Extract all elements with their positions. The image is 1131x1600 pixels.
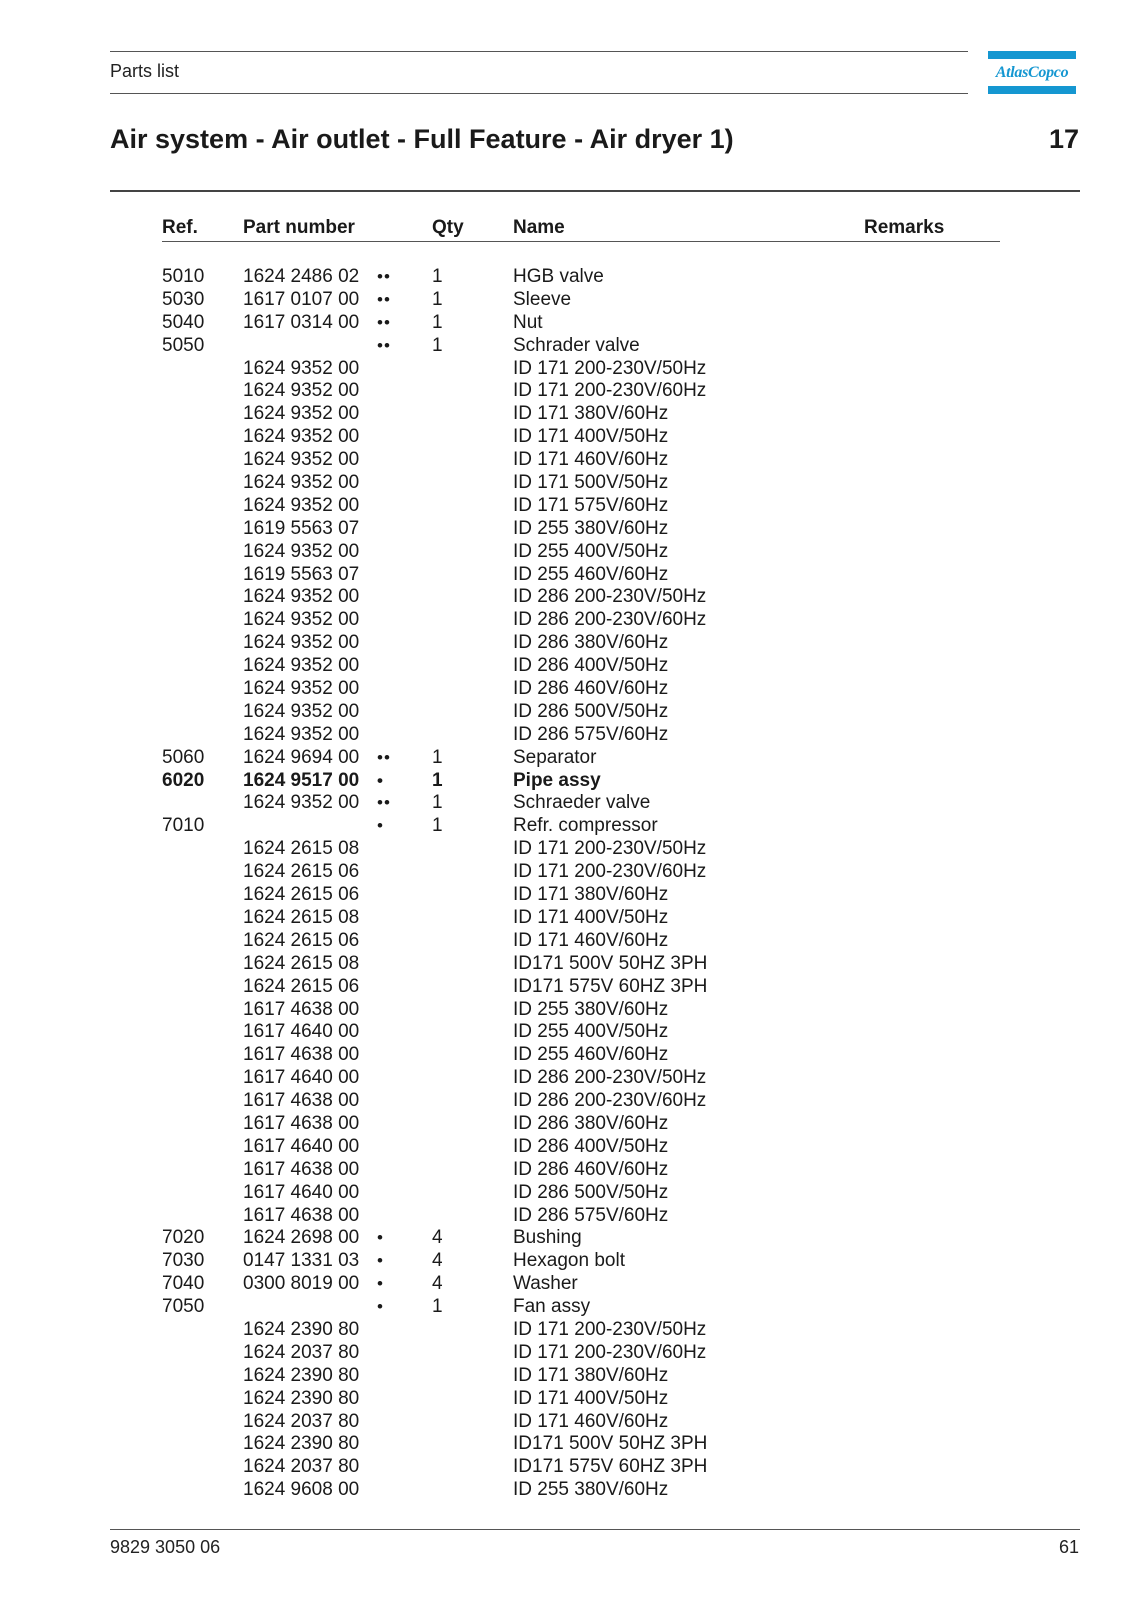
name-cell: ID 286 575V/60Hz bbox=[513, 723, 669, 745]
name-cell: Bushing bbox=[513, 1227, 582, 1249]
table-row bbox=[0, 1365, 1131, 1388]
table-row bbox=[0, 1205, 1131, 1228]
part-number-cell: 1624 9352 00 bbox=[243, 632, 360, 654]
table-row bbox=[0, 678, 1131, 701]
part-number-cell: 1624 2390 80 bbox=[243, 1318, 360, 1340]
table-row bbox=[0, 541, 1131, 564]
header-top-rule bbox=[110, 51, 968, 52]
ref-cell: 7040 bbox=[162, 1273, 205, 1295]
logo-bar-bottom bbox=[988, 86, 1076, 94]
name-cell: ID 255 380V/60Hz bbox=[513, 998, 669, 1020]
table-row bbox=[0, 1411, 1131, 1434]
name-cell: ID 171 400V/50Hz bbox=[513, 1387, 669, 1409]
part-number-cell: 1617 4638 00 bbox=[243, 998, 360, 1020]
table-row bbox=[0, 403, 1131, 426]
name-cell: ID 286 575V/60Hz bbox=[513, 1204, 669, 1226]
page-title: Air system - Air outlet - Full Feature - Air dryer 1) bbox=[110, 124, 734, 154]
table-row bbox=[0, 609, 1131, 632]
name-cell: Schrader valve bbox=[513, 334, 640, 356]
table-row bbox=[0, 472, 1131, 495]
footer-doc-number: 9829 3050 06 bbox=[110, 1537, 221, 1557]
part-number-cell: 1617 0107 00 bbox=[243, 288, 360, 310]
table-row bbox=[0, 358, 1131, 381]
part-number-cell: 1624 9352 00 bbox=[243, 678, 360, 700]
name-cell: ID 171 500V/50Hz bbox=[513, 472, 669, 494]
table-row bbox=[0, 1227, 1131, 1250]
part-number-cell: 1624 9352 00 bbox=[243, 357, 360, 379]
name-cell: ID 255 400V/50Hz bbox=[513, 1021, 669, 1043]
ref-cell: 6020 bbox=[162, 769, 205, 791]
name-cell: ID 286 200-230V/60Hz bbox=[513, 609, 707, 631]
name-cell: ID 171 400V/50Hz bbox=[513, 426, 669, 448]
name-cell: ID 171 200-230V/50Hz bbox=[513, 838, 707, 860]
part-number-cell: 1617 4640 00 bbox=[243, 1181, 360, 1203]
table-row bbox=[0, 1296, 1131, 1319]
table-row bbox=[0, 1388, 1131, 1411]
name-cell: Sleeve bbox=[513, 288, 572, 310]
table-row bbox=[0, 289, 1131, 312]
table-row bbox=[0, 655, 1131, 678]
qty-cell: 1 bbox=[432, 311, 443, 333]
level-dots-cell: •• bbox=[377, 289, 391, 309]
part-number-cell: 1624 9352 00 bbox=[243, 426, 360, 448]
name-cell: ID171 500V 50HZ 3PH bbox=[513, 1433, 708, 1455]
table-row bbox=[0, 907, 1131, 930]
part-number-cell: 1617 4640 00 bbox=[243, 1021, 360, 1043]
name-cell: ID 255 400V/50Hz bbox=[513, 540, 669, 562]
section-number: 17 bbox=[1048, 124, 1079, 154]
qty-cell: 4 bbox=[432, 1227, 443, 1249]
name-cell: ID 286 460V/60Hz bbox=[513, 678, 669, 700]
name-cell: ID 171 460V/60Hz bbox=[513, 449, 669, 471]
table-row bbox=[0, 884, 1131, 907]
name-cell: ID171 575V 60HZ 3PH bbox=[513, 1456, 708, 1478]
table-row bbox=[0, 1273, 1131, 1296]
ref-cell: 5050 bbox=[162, 334, 205, 356]
part-number-cell: 1624 2037 80 bbox=[243, 1341, 360, 1363]
part-number-cell: 1624 9352 00 bbox=[243, 792, 360, 814]
table-row bbox=[0, 792, 1131, 815]
name-cell: ID171 575V 60HZ 3PH bbox=[513, 975, 708, 997]
name-cell: ID 171 400V/50Hz bbox=[513, 906, 669, 928]
table-row bbox=[0, 999, 1131, 1022]
table-row bbox=[0, 747, 1131, 770]
qty-cell: 1 bbox=[432, 815, 443, 837]
name-cell: ID 286 380V/60Hz bbox=[513, 1112, 669, 1134]
part-number-cell: 1617 4638 00 bbox=[243, 1158, 360, 1180]
part-number-cell: 1624 9352 00 bbox=[243, 655, 360, 677]
table-row bbox=[0, 426, 1131, 449]
part-number-cell: 1617 4640 00 bbox=[243, 1135, 360, 1157]
atlas-copco-logo bbox=[988, 51, 1076, 94]
part-number-cell: 1624 2615 06 bbox=[243, 929, 360, 951]
part-number-cell: 1624 2390 80 bbox=[243, 1387, 360, 1409]
part-number-cell: 1624 2615 08 bbox=[243, 952, 360, 974]
level-dots-cell: • bbox=[377, 1228, 384, 1248]
name-cell: ID 255 380V/60Hz bbox=[513, 517, 669, 539]
table-row bbox=[0, 564, 1131, 587]
footer-rule bbox=[110, 1529, 1080, 1530]
name-cell: Fan assy bbox=[513, 1296, 591, 1318]
part-number-cell: 1624 2037 80 bbox=[243, 1456, 360, 1478]
table-row bbox=[0, 495, 1131, 518]
part-number-cell: 1624 2486 02 bbox=[243, 266, 360, 287]
level-dots-cell: • bbox=[377, 1297, 384, 1317]
name-cell: ID 255 460V/60Hz bbox=[513, 563, 669, 585]
name-cell: ID 171 460V/60Hz bbox=[513, 1410, 669, 1432]
table-row bbox=[0, 953, 1131, 976]
name-cell: ID 286 200-230V/60Hz bbox=[513, 1090, 707, 1112]
table-row bbox=[0, 449, 1131, 472]
title-rule bbox=[110, 190, 1080, 192]
name-cell: ID 171 575V/60Hz bbox=[513, 494, 669, 516]
table-row bbox=[0, 1067, 1131, 1090]
table-row bbox=[0, 632, 1131, 655]
name-cell: ID 286 200-230V/50Hz bbox=[513, 586, 707, 608]
qty-cell: 1 bbox=[432, 769, 443, 791]
part-number-cell: 1617 4638 00 bbox=[243, 1090, 360, 1112]
table-row bbox=[0, 701, 1131, 724]
qty-cell: 1 bbox=[432, 266, 443, 287]
table-row bbox=[0, 838, 1131, 861]
part-number-cell: 1617 4640 00 bbox=[243, 1067, 360, 1089]
level-dots-cell: • bbox=[377, 816, 384, 836]
footer-page-number: 61 bbox=[1058, 1537, 1079, 1557]
logo-bar-top bbox=[988, 51, 1076, 59]
name-cell: ID 255 460V/60Hz bbox=[513, 1044, 669, 1066]
table-row bbox=[0, 724, 1131, 747]
part-number-cell: 1617 0314 00 bbox=[243, 311, 360, 333]
part-number-cell: 1624 9352 00 bbox=[243, 723, 360, 745]
part-number-cell: 1619 5563 07 bbox=[243, 517, 360, 539]
level-dots-cell: •• bbox=[377, 793, 391, 813]
part-number-cell: 1624 2615 08 bbox=[243, 906, 360, 928]
qty-cell: 4 bbox=[432, 1250, 443, 1272]
part-number-cell: 1624 2615 06 bbox=[243, 975, 360, 997]
part-number-cell: 1624 9694 00 bbox=[243, 746, 360, 768]
table-row bbox=[0, 335, 1131, 358]
table-row bbox=[0, 1136, 1131, 1159]
column-header-name: Name bbox=[513, 217, 565, 238]
name-cell: ID 286 400V/50Hz bbox=[513, 655, 669, 677]
header-bottom-rule bbox=[110, 93, 968, 94]
name-cell: ID 171 200-230V/60Hz bbox=[513, 861, 707, 883]
qty-cell: 1 bbox=[432, 288, 443, 310]
table-row bbox=[0, 380, 1131, 403]
level-dots-cell: •• bbox=[377, 267, 391, 286]
header-label: Parts list bbox=[110, 61, 180, 81]
column-header-ref: Ref. bbox=[162, 217, 198, 238]
column-header-rule bbox=[162, 241, 1000, 242]
table-row bbox=[0, 266, 1131, 289]
table-row bbox=[0, 815, 1131, 838]
ref-cell: 7010 bbox=[162, 815, 205, 837]
name-cell: Separator bbox=[513, 746, 597, 768]
name-cell: ID 171 200-230V/50Hz bbox=[513, 357, 707, 379]
table-row bbox=[0, 586, 1131, 609]
part-number-cell: 1624 2037 80 bbox=[243, 1410, 360, 1432]
column-header-qty: Qty bbox=[432, 217, 464, 238]
part-number-cell: 1624 9352 00 bbox=[243, 472, 360, 494]
ref-cell: 5040 bbox=[162, 311, 205, 333]
name-cell: ID 171 380V/60Hz bbox=[513, 884, 669, 906]
level-dots-cell: •• bbox=[377, 335, 391, 355]
table-row bbox=[0, 518, 1131, 541]
qty-cell: 1 bbox=[432, 746, 443, 768]
table-row bbox=[0, 861, 1131, 884]
ref-cell: 5060 bbox=[162, 746, 205, 768]
ref-cell: 7050 bbox=[162, 1296, 205, 1318]
table-row bbox=[0, 1319, 1131, 1342]
table-row bbox=[0, 1159, 1131, 1182]
part-number-cell: 1624 2698 00 bbox=[243, 1227, 360, 1249]
table-row bbox=[0, 312, 1131, 335]
part-number-cell: 1617 4638 00 bbox=[243, 1044, 360, 1066]
name-cell: ID 255 380V/60Hz bbox=[513, 1479, 669, 1501]
qty-cell: 4 bbox=[432, 1273, 443, 1295]
name-cell: Washer bbox=[513, 1273, 578, 1295]
table-row bbox=[0, 1182, 1131, 1205]
name-cell: Nut bbox=[513, 311, 543, 333]
level-dots-cell: • bbox=[377, 770, 384, 790]
name-cell: ID171 500V 50HZ 3PH bbox=[513, 952, 708, 974]
table-row bbox=[0, 1456, 1131, 1479]
qty-cell: 1 bbox=[432, 1296, 443, 1318]
name-cell: ID 171 200-230V/60Hz bbox=[513, 1341, 707, 1363]
ref-cell: 7020 bbox=[162, 1227, 205, 1249]
level-dots-cell: •• bbox=[377, 312, 391, 332]
level-dots-cell: • bbox=[377, 1274, 384, 1294]
table-row bbox=[0, 1090, 1131, 1113]
name-cell: ID 286 460V/60Hz bbox=[513, 1158, 669, 1180]
name-cell: ID 171 460V/60Hz bbox=[513, 929, 669, 951]
table-row bbox=[0, 770, 1131, 793]
ref-cell: 7030 bbox=[162, 1250, 205, 1272]
part-number-cell: 1617 4638 00 bbox=[243, 1204, 360, 1226]
part-number-cell: 1624 9352 00 bbox=[243, 586, 360, 608]
name-cell: ID 286 400V/50Hz bbox=[513, 1135, 669, 1157]
name-cell: Pipe assy bbox=[513, 769, 601, 791]
table-row bbox=[0, 1113, 1131, 1136]
logo-text: AtlasCopco bbox=[995, 64, 1069, 81]
part-number-cell: 1624 9517 00 bbox=[243, 769, 360, 791]
name-cell: HGB valve bbox=[513, 266, 604, 287]
table-row bbox=[0, 1044, 1131, 1067]
part-number-cell: 1624 9352 00 bbox=[243, 494, 360, 516]
name-cell: Refr. compressor bbox=[513, 815, 658, 837]
column-header-remarks: Remarks bbox=[864, 217, 945, 238]
name-cell: ID 171 200-230V/50Hz bbox=[513, 1318, 707, 1340]
name-cell: ID 286 500V/50Hz bbox=[513, 700, 669, 722]
part-number-cell: 1624 9352 00 bbox=[243, 540, 360, 562]
table-row bbox=[0, 1250, 1131, 1273]
ref-cell: 5010 bbox=[162, 266, 205, 287]
part-number-cell: 0300 8019 00 bbox=[243, 1273, 360, 1295]
table-row bbox=[0, 930, 1131, 953]
part-number-cell: 1619 5563 07 bbox=[243, 563, 360, 585]
qty-cell: 1 bbox=[432, 792, 443, 814]
parts-table bbox=[0, 266, 1131, 1502]
part-number-cell: 1617 4638 00 bbox=[243, 1112, 360, 1134]
part-number-cell: 1624 9352 00 bbox=[243, 700, 360, 722]
part-number-cell: 1624 9352 00 bbox=[243, 449, 360, 471]
name-cell: Hexagon bolt bbox=[513, 1250, 625, 1272]
part-number-cell: 1624 2390 80 bbox=[243, 1433, 360, 1455]
table-row bbox=[0, 976, 1131, 999]
name-cell: ID 286 200-230V/50Hz bbox=[513, 1067, 707, 1089]
table-row bbox=[0, 1479, 1131, 1502]
name-cell: Schraeder valve bbox=[513, 792, 651, 814]
table-row bbox=[0, 1342, 1131, 1365]
part-number-cell: 1624 2615 06 bbox=[243, 861, 360, 883]
qty-cell: 1 bbox=[432, 334, 443, 356]
part-number-cell: 1624 9608 00 bbox=[243, 1479, 360, 1501]
part-number-cell: 1624 2615 06 bbox=[243, 884, 360, 906]
name-cell: ID 171 380V/60Hz bbox=[513, 403, 669, 425]
part-number-cell: 1624 2390 80 bbox=[243, 1364, 360, 1386]
part-number-cell: 1624 9352 00 bbox=[243, 609, 360, 631]
part-number-cell: 1624 2615 08 bbox=[243, 838, 360, 860]
name-cell: ID 171 200-230V/60Hz bbox=[513, 380, 707, 402]
ref-cell: 5030 bbox=[162, 288, 205, 310]
part-number-cell: 0147 1331 03 bbox=[243, 1250, 360, 1272]
table-row bbox=[0, 1021, 1131, 1044]
table-row bbox=[0, 1433, 1131, 1456]
column-header-part-number: Part number bbox=[243, 217, 355, 238]
level-dots-cell: •• bbox=[377, 747, 391, 767]
part-number-cell: 1624 9352 00 bbox=[243, 380, 360, 402]
part-number-cell: 1624 9352 00 bbox=[243, 403, 360, 425]
name-cell: ID 286 500V/50Hz bbox=[513, 1181, 669, 1203]
name-cell: ID 286 380V/60Hz bbox=[513, 632, 669, 654]
name-cell: ID 171 380V/60Hz bbox=[513, 1364, 669, 1386]
level-dots-cell: • bbox=[377, 1251, 384, 1271]
